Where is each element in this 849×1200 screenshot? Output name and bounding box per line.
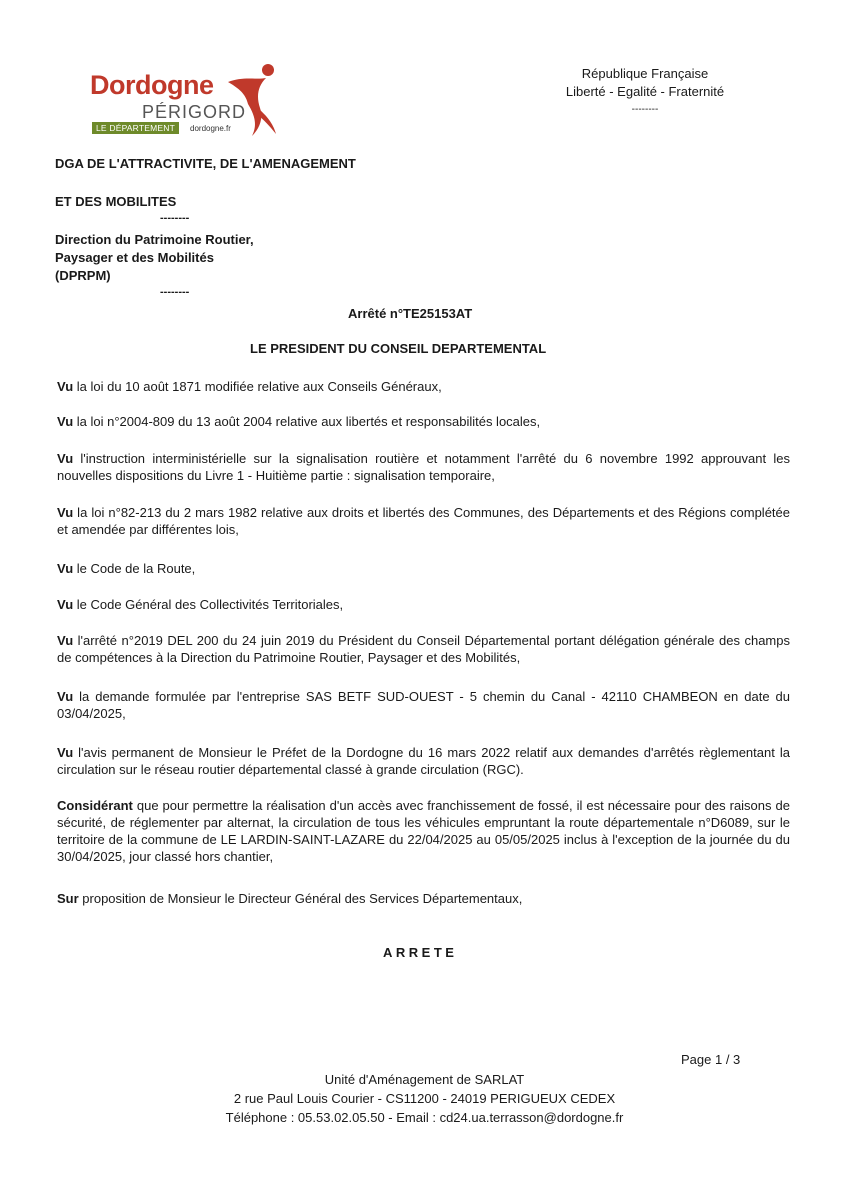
paragraph-text: l'arrêté n°2019 DEL 200 du 24 juin 2019 du Président du Conseil Départemental portant délégation générale des champs de compétences à la Direction du Patrimoine Routier, Paysager et des Mobilités,: [57, 633, 790, 665]
dordogne-logo: [88, 62, 288, 140]
footer-line3: Téléphone : 05.53.02.05.50 - Email : cd24.ua.terrasson@dordogne.fr: [225, 1110, 624, 1125]
header-separator-2: --------: [160, 286, 190, 298]
paragraph: [57, 378, 790, 395]
logo-band: LE DÉPARTEMENT: [92, 122, 179, 134]
direction-line1: Direction du Patrimoine Routier,: [55, 232, 254, 247]
paragraph-text: l'avis permanent de Monsieur le Préfet de la Dordogne du 16 mars 2022 relatif aux demandes d'arrêtés règlementant la circulation sur le réseau routier départemental classé à grande circulation (RGC).: [57, 745, 790, 777]
logo-name: Dordogne: [90, 70, 214, 100]
paragraph-lead: Vu: [57, 689, 74, 704]
paragraph-lead: Vu: [57, 414, 74, 429]
dga-line1: DGA DE L'ATTRACTIVITE, DE L'AMENAGEMENT: [55, 156, 356, 171]
paragraph-lead: Considérant: [57, 798, 133, 813]
republic-motto: [535, 65, 755, 119]
paragraph: [57, 504, 790, 538]
footer: [0, 1070, 849, 1127]
republic-line2: Liberté - Egalité - Fraternité: [565, 84, 725, 99]
direction-line2: Paysager et des Mobilités: [55, 250, 214, 265]
paragraph-text: la loi n°82-213 du 2 mars 1982 relative aux droits et libertés des Communes, des Départements et des Régions complétée et amendée par différentes lois,: [57, 505, 790, 537]
paragraph: [57, 890, 790, 907]
logo-site: dordogne.fr: [190, 124, 231, 133]
header-separator-1: --------: [160, 212, 190, 224]
paragraph-lead: Vu: [57, 633, 74, 648]
republic-line1: République Française: [581, 66, 709, 81]
paragraph-lead: Vu: [57, 745, 74, 760]
paragraph: [57, 744, 790, 778]
dancer-figure-icon: [228, 62, 278, 138]
paragraph: [57, 596, 790, 613]
paragraph-text: le Code Général des Collectivités Territoriales,: [73, 597, 344, 612]
paragraph: [57, 450, 790, 484]
paragraph-text: la loi du 10 août 1871 modifiée relative aux Conseils Généraux,: [73, 379, 442, 394]
paragraph-lead: Vu: [57, 379, 74, 394]
footer-line2: 2 rue Paul Louis Courier - CS11200 - 24019 PERIGUEUX CEDEX: [233, 1091, 616, 1106]
paragraph-text: proposition de Monsieur le Directeur Général des Services Départementaux,: [78, 891, 523, 906]
paragraph: [57, 632, 790, 666]
logo-subname: PÉRIGORD: [142, 102, 247, 122]
paragraph-lead: Vu: [57, 451, 74, 466]
paragraph-lead: Vu: [57, 561, 74, 576]
paragraph-text: le Code de la Route,: [73, 561, 196, 576]
direction-line3: (DPRPM): [55, 268, 111, 283]
paragraph-lead: Vu: [57, 505, 74, 520]
paragraph-text: la loi n°2004-809 du 13 août 2004 relative aux libertés et responsabilités locales,: [73, 414, 541, 429]
page-number: Page 1 / 3: [681, 1052, 741, 1067]
paragraph: [57, 688, 790, 722]
footer-line1: Unité d'Aménagement de SARLAT: [324, 1072, 525, 1087]
paragraph-text: que pour permettre la réalisation d'un accès avec franchissement de fossé, il est nécessaire pour des raisons de sécurité, de réglementer par alternat, la circulation de tous les véhicules empruntant la route départementale n°D6089, sur le territoire de la commune de LE LARDIN-SAINT-LAZARE du 22/04/2025 au 05/05/2025 inclus à l'exception de la journée du du 30/04/2025, jour classé hors chantier,: [57, 798, 790, 864]
dga-line2: ET DES MOBILITES: [55, 194, 177, 209]
paragraph-text: l'instruction interministérielle sur la signalisation routière et notamment l'arrêté du 6 novembre 1992 approuvant les nouvelles dispositions du Livre 1 - Huitième partie : signalisation temporaire,: [57, 451, 790, 483]
paragraph-text: la demande formulée par l'entreprise SAS BETF SUD-OUEST - 5 chemin du Canal - 42110 CHAMBEON en date du 03/04/2025,: [57, 689, 790, 721]
arrete-heading: ARRETE: [383, 945, 458, 960]
paragraph-lead: Sur: [57, 891, 79, 906]
paragraph: [57, 797, 790, 865]
president-title: LE PRESIDENT DU CONSEIL DEPARTEMENTAL: [250, 341, 547, 356]
arrete-number: Arrêté n°TE25153AT: [348, 306, 473, 321]
paragraph: [57, 413, 790, 430]
republic-separator: --------: [631, 104, 659, 115]
paragraph: [57, 560, 790, 577]
paragraph-lead: Vu: [57, 597, 74, 612]
